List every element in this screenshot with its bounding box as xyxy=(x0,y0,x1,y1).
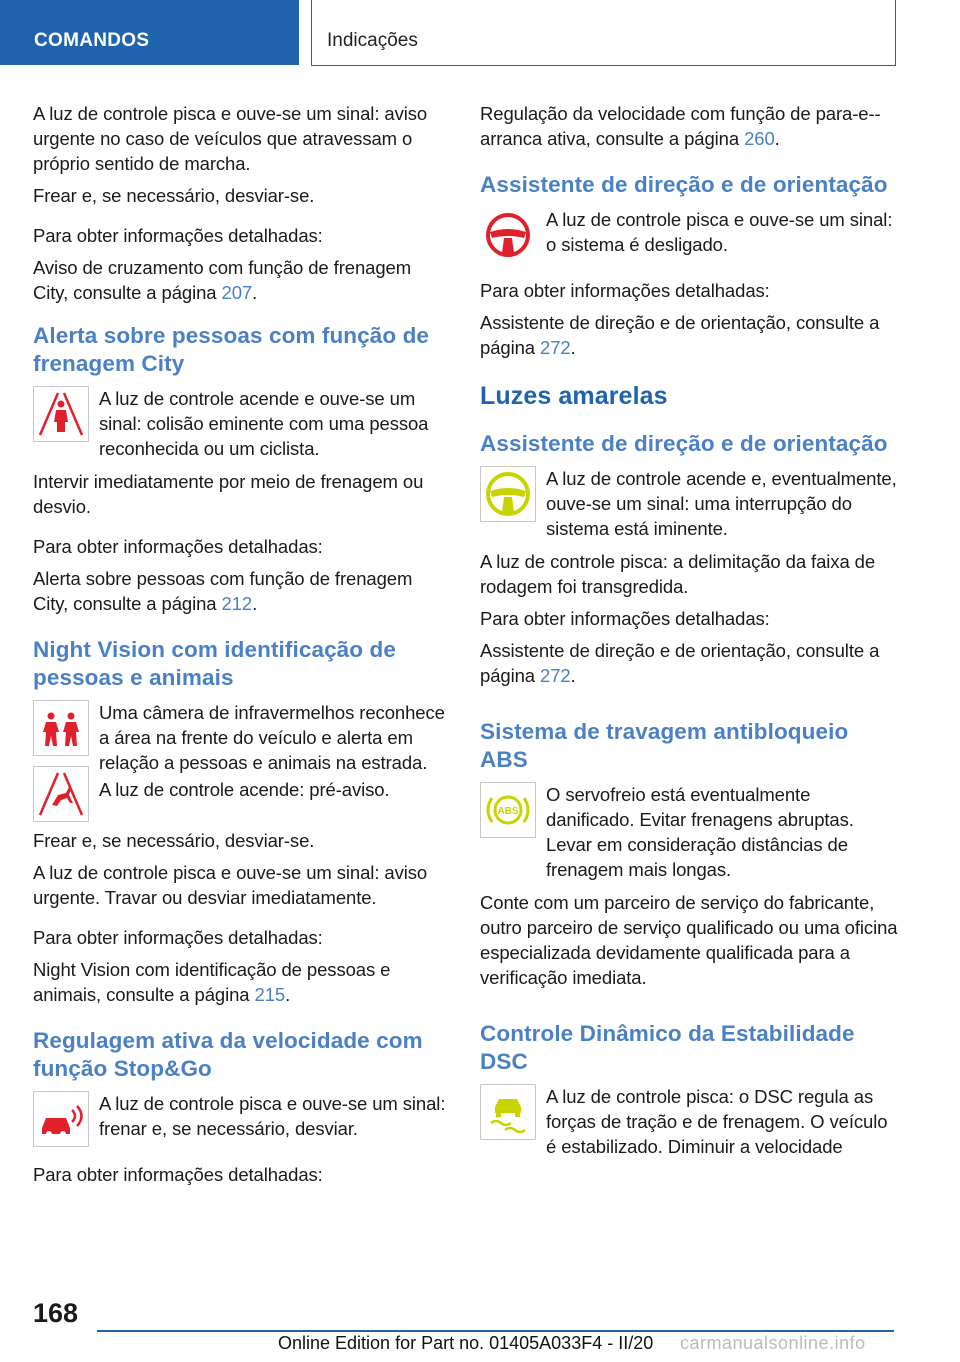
section-heading: Sistema de travagem antibloqueio ABS xyxy=(480,719,849,772)
paragraph: Intervir imediatamente por meio de frenagem ou desvio. xyxy=(33,471,424,517)
paragraph: Para obter informações detalhadas: xyxy=(480,608,770,629)
paragraph: Regulação da velocidade com função de para-e--arranca ativa, consulte a página 260. xyxy=(480,103,881,149)
paragraph: Aviso de cruzamento com função de frenagem City, consulte a página 207. xyxy=(33,257,412,303)
paragraph: Para obter informações detalhadas: xyxy=(33,536,323,557)
page-link[interactable]: 272 xyxy=(540,665,571,686)
paragraph: A luz de controle pisca e ouve-se um sinal: frenar e, se necessário, desviar. xyxy=(99,1093,446,1139)
paragraph: Para obter informações detalhadas: xyxy=(33,225,323,246)
icon-block xyxy=(480,1084,900,1161)
paragraph: Para obter informações detalhadas: xyxy=(480,280,770,301)
section-heading: Assistente de direção e de orientação xyxy=(480,172,888,197)
page-link[interactable]: 260 xyxy=(744,128,775,149)
paragraph: A luz de controle pisca: o DSC regula as forças de tração e de frenagem. O veículo é estabilizado. Diminuir a velocidade xyxy=(546,1086,888,1157)
watermark: carmanualsonline.info xyxy=(680,1333,866,1353)
page-link[interactable]: 212 xyxy=(221,593,253,614)
acc-collision-icon xyxy=(33,1091,89,1147)
paragraph: Assistente de direção e de orientação, consulte a página 272. xyxy=(480,640,880,686)
paragraph: Frear e, se necessário, desviar-se. xyxy=(33,830,315,851)
icon-block xyxy=(480,207,900,263)
right-column xyxy=(480,101,900,1167)
pedestrian-warning-icon xyxy=(33,386,89,442)
left-column xyxy=(33,101,448,1194)
steering-wheel-yellow-icon xyxy=(480,466,536,522)
page-link[interactable]: 272 xyxy=(540,337,571,358)
icon-block xyxy=(480,782,900,884)
paragraph: A luz de controle acende e, eventualmente, ouve-se um sinal: uma interrupção do sistema está iminente. xyxy=(546,468,897,539)
paragraph: A luz de controle pisca e ouve-se um sinal: aviso urgente. Travar ou desviar imediatamente. xyxy=(33,862,428,908)
section-heading: Regulagem ativa da velocidade com função Stop&Go xyxy=(33,1028,423,1081)
paragraph: Conte com um parceiro de serviço do fabricante, outro parceiro de serviço qualificado ou uma oficina especializada devidamente qualificada para a verificação imediata. xyxy=(480,892,898,988)
paragraph: Frear e, se necessário, desviar-se. xyxy=(33,185,315,206)
section-heading: Alerta sobre pessoas com função de frenagem City xyxy=(33,323,430,376)
page-number: 168 xyxy=(33,1298,79,1328)
paragraph: A luz de controle pisca e ouve-se um sinal: aviso urgente no caso de veículos que atravessam o próprio sentido de marcha. xyxy=(33,103,428,174)
edition-label: Online Edition for Part no. 01405A033F4 - II/20 xyxy=(278,1333,654,1353)
abs-icon-label: ABS xyxy=(497,806,519,817)
chapter-title: Indicações xyxy=(311,0,896,66)
paragraph: A luz de controle pisca e ouve-se um sinal: o sistema é desligado. xyxy=(546,209,893,255)
paragraph: Para obter informações detalhadas: xyxy=(33,1164,323,1185)
icon-block xyxy=(480,466,900,543)
paragraph: Alerta sobre pessoas com função de frenagem City, consulte a página 212. xyxy=(33,568,413,614)
page-link[interactable]: 207 xyxy=(221,282,253,303)
paragraph: A luz de controle acende e ouve-se um sinal: colisão eminente com uma pessoa reconhecida ou um ciclista. xyxy=(99,388,429,459)
abs-icon xyxy=(480,782,536,838)
paragraph: O servofreio está eventualmente danificado. Evitar frenagens abruptas. Levar em consideração distâncias de frenagem mais longas. xyxy=(546,784,854,880)
icon-block xyxy=(33,700,448,822)
paragraph: Assistente de direção e de orientação, consulte a página 272. xyxy=(480,312,880,358)
paragraph: A luz de controle acende: pré-aviso. xyxy=(99,779,390,800)
section-heading: Controle Dinâmico da Estabilidade DSC xyxy=(480,1021,855,1074)
page-link[interactable]: 215 xyxy=(254,984,286,1005)
icon-block xyxy=(33,386,448,463)
footer-rule xyxy=(97,1330,894,1332)
night-vision-animal-icon xyxy=(33,766,89,822)
paragraph: Uma câmera de infravermelhos reconhece a área na frente do veículo e alerta em relação a pessoas e animais na estrada. xyxy=(99,702,445,773)
steering-wheel-red-icon xyxy=(480,207,536,263)
section-heading: Assistente de direção e de orientação xyxy=(480,431,888,456)
icon-block xyxy=(33,1091,448,1147)
section-heading: Luzes amarelas xyxy=(480,382,668,410)
dsc-icon xyxy=(480,1084,536,1140)
section-tab: COMANDOS xyxy=(0,0,299,65)
paragraph: Para obter informações detalhadas: xyxy=(33,927,323,948)
paragraph: A luz de controle pisca: a delimitação da faixa de rodagem foi transgredida. xyxy=(480,551,876,597)
section-heading: Night Vision com identificação de pessoas e animais xyxy=(33,637,396,690)
night-vision-persons-icon xyxy=(33,700,89,756)
paragraph: Night Vision com identificação de pessoas e animais, consulte a página 215. xyxy=(33,959,391,1005)
